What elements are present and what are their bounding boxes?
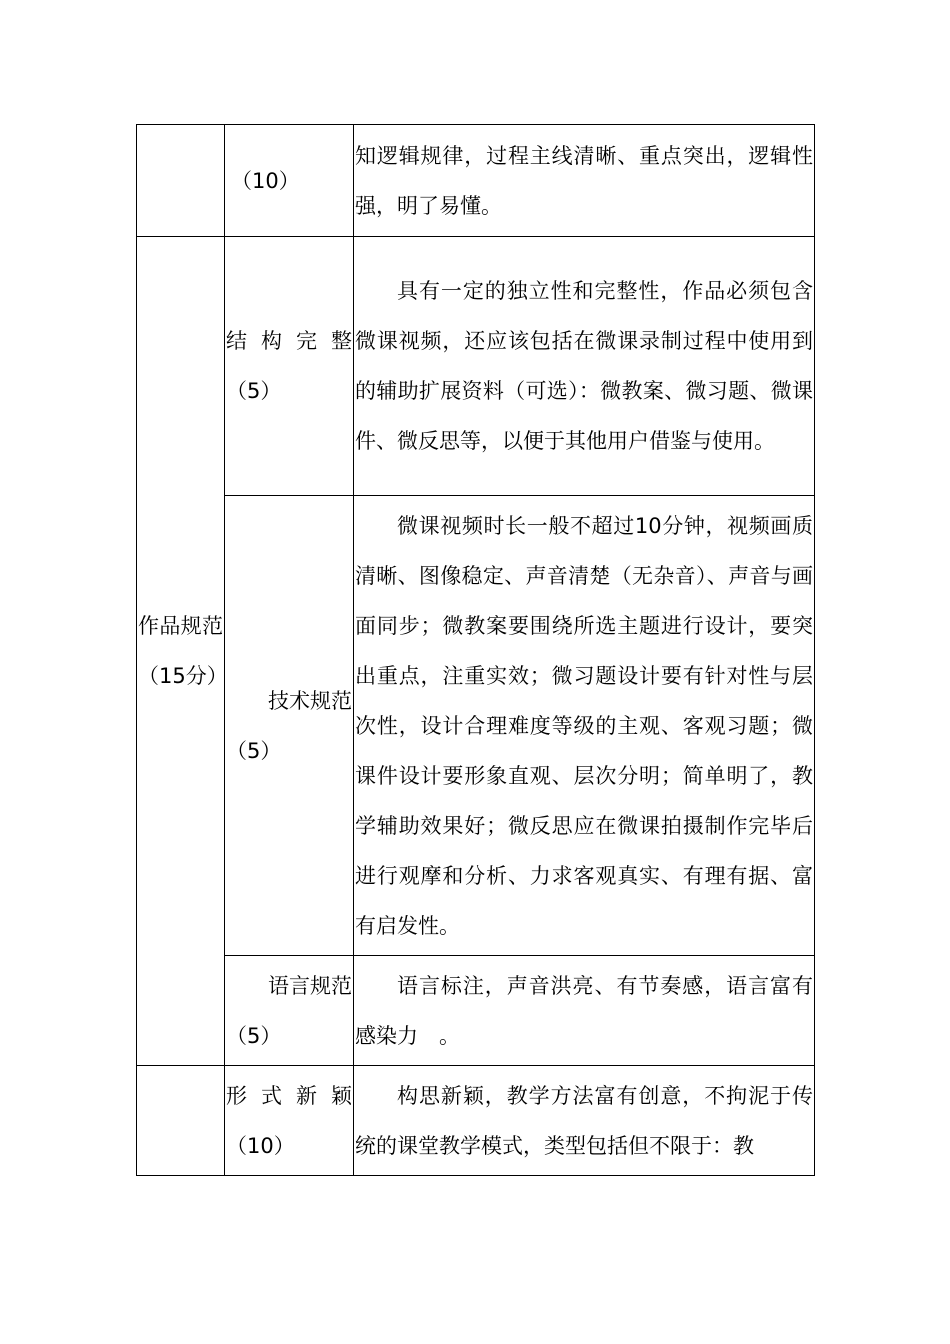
table-row: [137, 956, 815, 1066]
criterion-label: 技术规范（5）: [226, 688, 352, 763]
description-cell: [354, 956, 815, 1066]
description-text: 知逻辑规律，过程主线清晰、重点突出，逻辑性强，明了易懂。: [355, 143, 813, 218]
criterion-label: 结构完整（5）: [226, 329, 352, 403]
description-text: 构思新颖，教学方法富有创意，不拘泥于传统的课堂教学模式，类型包括但不限于：教: [355, 1083, 813, 1158]
category-cell: [137, 125, 225, 237]
table-row: [137, 237, 815, 496]
description-cell: [354, 125, 815, 237]
scoring-rubric-table: [136, 124, 815, 1176]
criterion-label: （10）: [231, 168, 300, 193]
description-cell: [354, 496, 815, 956]
description-cell: [354, 237, 815, 496]
description-cell: [354, 1066, 815, 1176]
description-text: 语言标注，声音洪亮、有节奏感，语言富有感染力 。: [355, 973, 813, 1048]
criterion-cell: [225, 1066, 354, 1176]
criterion-label: 形式新颖（10）: [226, 1083, 352, 1158]
table-row: [137, 1066, 815, 1176]
description-text: 具有一定的独立性和完整性，作品必须包含微课视频，还应该包括在微课录制过程中使用到的辅助扩展资料（可选）：微教案、微习题、微课件、微反思等，以便于其他用户借鉴与使用。: [355, 279, 813, 453]
criterion-label: 语言规范（5）: [226, 973, 352, 1048]
description-text: 微课视频时长一般不超过10分钟，视频画质清晰、图像稳定、声音清楚（无杂音）、声音与画面同步；微教案要围绕所选主题进行设计，要突出重点，注重实效；微习题设计要有针对性与层次性，设计合理难度等级的主观、客观习题；微课件设计要形象直观、层次分明；简单明了，教学辅助效果好；微反思应在微课拍摄制作完毕后进行观摩和分析、力求客观真实、有理有据、富有启发性。: [355, 513, 813, 938]
criterion-cell: [225, 125, 354, 237]
category-label: 作品规范（15分）: [138, 614, 228, 688]
table-row: [137, 125, 815, 237]
table-row: [137, 496, 815, 956]
criterion-cell: [225, 956, 354, 1066]
criterion-cell: [225, 496, 354, 956]
category-cell: [137, 1066, 225, 1176]
category-cell: [137, 237, 228, 1066]
criterion-cell: [225, 237, 354, 496]
